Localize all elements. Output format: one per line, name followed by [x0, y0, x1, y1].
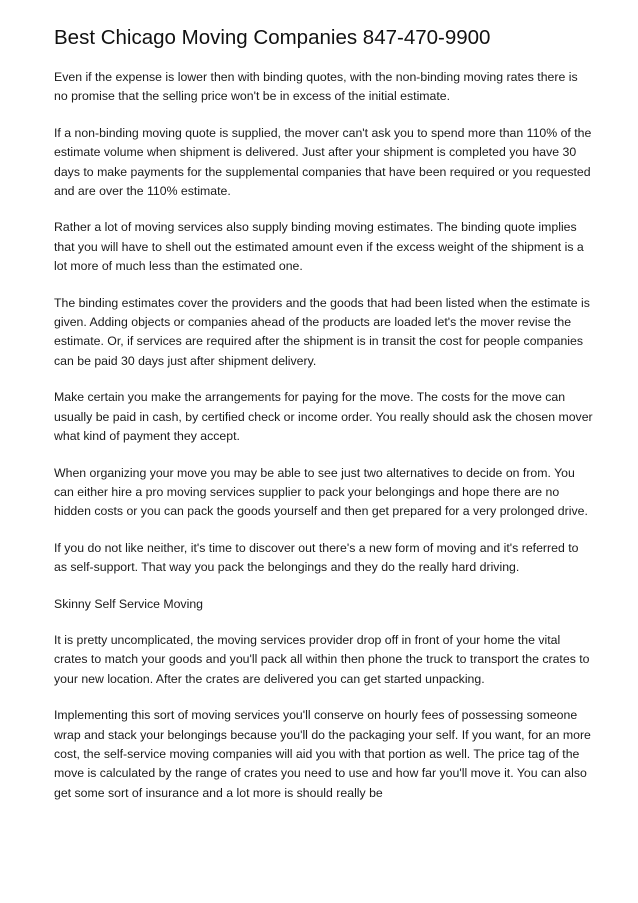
- paragraph-3: Rather a lot of moving services also supply binding moving estimates. The binding quote implies that you will have to shell out the estimated amount even if the excess weight of the shipment is a lot more of much less than the estimated one.: [54, 220, 584, 274]
- paragraph-2: If a non-binding moving quote is supplied, the mover can't ask you to spend more than 110% of the estimate volume when shipment is delivered. Just after your shipment is completed you have 30 days to make payments for the supplemental companies that have been required or you requested and are over the 110% estimate.: [54, 125, 592, 199]
- paragraph-4: The binding estimates cover the providers and the goods that had been listed when the estimate is given. Adding objects or companies ahead of the products are loaded let's the mover revise the estimate. Or, if services are required after the shipment is in transit the cost for people companies can be paid 30 days just after shipment delivery.: [54, 295, 590, 368]
- page-title: Best Chicago Moving Companies 847-470-9900: [54, 26, 491, 49]
- document-page: [54, 24, 594, 820]
- paragraph-6: When organizing your move you may be able to see just two alternatives to decide on from. You can either hire a pro moving services supplier to pack your belongings and hope there are no hidden costs or you can pack the goods yourself and then get prepared for a very prolonged drive.: [54, 465, 588, 519]
- paragraph-8: It is pretty uncomplicated, the moving services provider drop off in front of your home the vital crates to match your goods and you'll pack all within then phone the truck to transport the crates to your new location. After the crates are delivered you can get started unpacking.: [54, 632, 590, 686]
- paragraph-7: If you do not like neither, it's time to discover out there's a new form of moving and it's referred to as self-support. That way you pack the belongings and they do the really hard driving.: [54, 540, 579, 575]
- paragraph-5: Make certain you make the arrangements for paying for the move. The costs for the move can usually be paid in cash, by certified check or income order. You really should ask the chosen mover what kind of payment they accept.: [54, 390, 593, 444]
- section-heading: Skinny Self Service Moving: [54, 596, 203, 611]
- paragraph-1: Even if the expense is lower then with binding quotes, with the non-binding moving rates there is no promise that the selling price won't be in excess of the initial estimate.: [54, 70, 578, 104]
- paragraph-9: Implementing this sort of moving services you'll conserve on hourly fees of possessing someone wrap and stack your belongings because you'll do the packaging your self. If you want, for an more cost, the self-service moving companies will aid you with that portion as well. The price tag of the move is calculated by the range of crates you need to use and how far you'll move it. You can also get some sort of insurance and a lot more is should really be: [54, 708, 591, 800]
